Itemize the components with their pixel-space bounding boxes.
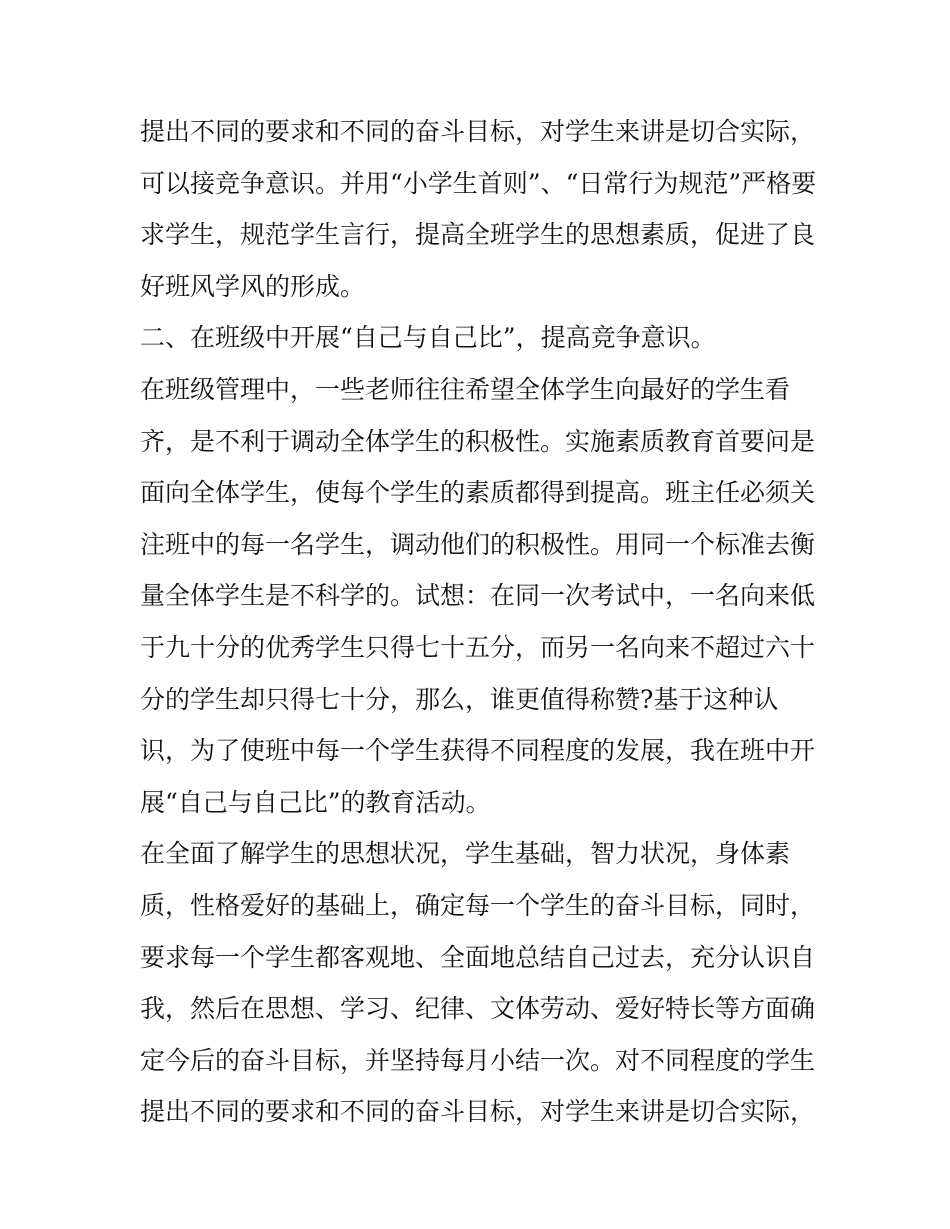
text-line-13: 识，为了使班中每一个学生获得不同程度的发展，我在班中开 (140, 736, 816, 766)
text-line-17: 要求每一个学生都客观地、全面地总结自己过去，充分认识自 (140, 942, 816, 972)
text-line-18: 我，然后在思想、学习、纪律、文体劳动、爱好特长等方面确 (140, 994, 816, 1024)
text-line-1: 提出不同的要求和不同的奋斗目标，对学生来讲是切合实际， (140, 117, 816, 146)
text-line-19: 定今后的奋斗目标，并坚持每月小结一次。对不同程度的学生 (140, 1045, 816, 1075)
text-line-20: 提出不同的要求和不同的奋斗目标，对学生来讲是切合实际， (140, 1097, 816, 1127)
text-line-8: 面向全体学生，使每个学生的素质都得到提高。班主任必须关 (140, 478, 816, 508)
text-line-4: 好班风学风的形成。 (140, 271, 366, 301)
text-line-7: 齐，是不利于调动全体学生的积极性。实施素质教育首要问是 (140, 426, 816, 456)
document-body (140, 106, 840, 1138)
section-heading: 二、在班级中开展“自己与自己比”，提高竞争意识。 (140, 323, 716, 353)
text-line-11: 于九十分的优秀学生只得七十五分，而另一名向来不超过六十 (140, 632, 816, 662)
text-line-16: 质，性格爱好的基础上，确定每一个学生的奋斗目标，同时， (140, 890, 816, 920)
text-line-14: 展“自己与自己比”的教育活动。 (140, 787, 491, 817)
text-line-2: 可以接竞争意识。并用“小学生首则”、“日常行为规范”严格要 (140, 168, 817, 198)
text-line-3: 求学生，规范学生言行，提高全班学生的思想素质，促进了良 (140, 220, 816, 250)
text-line-10: 量全体学生是不科学的。试想：在同一次考试中，一名向来低 (140, 581, 816, 611)
text-line-9: 注班中的每一名学生，调动他们的积极性。用同一个标准去衡 (140, 529, 816, 559)
text-line-12: 分的学生却只得七十分，那么，谁更值得称赞?基于这种认 (140, 684, 779, 714)
text-line-15: 在全面了解学生的思想状况，学生基础，智力状况，身体素 (140, 839, 791, 869)
text-line-6: 在班级管理中，一些老师往往希望全体学生向最好的学生看 (140, 374, 791, 404)
